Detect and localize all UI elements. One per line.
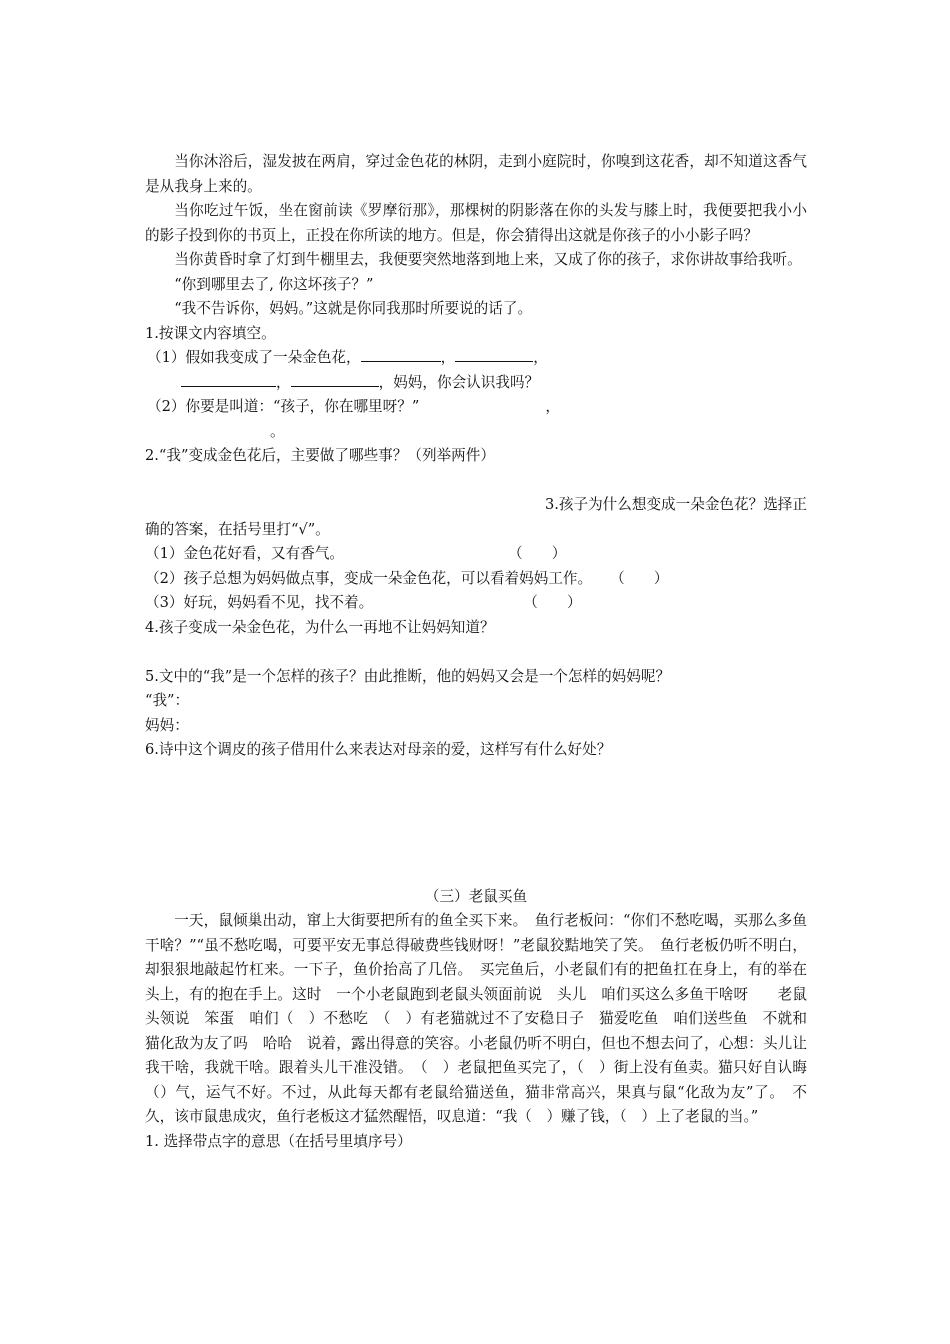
option-3-paren[interactable]: （ ） (523, 594, 582, 611)
question-5-me: “我”： (145, 692, 190, 709)
question-1-1-comma-1: ， (440, 349, 456, 366)
question-1-1-prefix: （1）假如我变成了一朵金色花， (147, 349, 361, 366)
question-3-option-2 (145, 567, 807, 592)
question-1-2-text: （2）你要是叫道：“孩子，你在哪里呀？” (147, 398, 420, 415)
question-3-option-1 (145, 542, 807, 567)
question-1-2-period: 。 (270, 422, 285, 440)
question-1-1-comma-3: ， (276, 373, 291, 391)
question-3-option-3 (145, 591, 807, 616)
question-1-1 (145, 346, 807, 371)
question-6: 6.诗中这个调皮的孩子借用什么来表达对母亲的爱，这样写有什么好处？ (145, 741, 612, 758)
question-5: 5.文中的“我”是一个怎样的孩子？由此推断，他的妈妈又会是一个怎样的妈妈呢？ (145, 667, 671, 685)
answer-space-4[interactable] (145, 640, 807, 665)
question-1-2 (145, 395, 807, 420)
option-2-text: （2）孩子总想为妈妈做点事，变成一朵金色花，可以看着妈妈工作。 (145, 569, 593, 587)
option-3-text: （3）好玩，妈妈看不见，找不着。 (145, 594, 374, 611)
document-page (145, 150, 807, 1154)
answer-space-2[interactable] (145, 469, 807, 494)
section-3-body: 一天，鼠倾巢出动，窜上大街要把所有的鱼全买下来。 鱼行老板问：“你们不愁吃喝，买那么多鱼干啥？”“虽不愁吃喝，可要平安无事总得破费些钱财呀！”老鼠狡黠地笑了笑。 鱼行老板仍听不明白，却狠狠地敲起竹杠来。一下子，鱼价抬高了几倍。 买完鱼后，小老鼠们有的把鱼扛在身上，有的举在头上，有的抱在手上。这时 一个小老鼠跑到老鼠头领面前说 头儿 咱们买这么多鱼干啥呀 老鼠头领说 笨蛋 咱们（ ）不愁吃 （ ）有老猫就过不了安稳日子 猫爱吃鱼 咱们送些鱼 不就和猫化敌为友了吗 哈哈 说着，露出得意的笑容。小老鼠仍听不明白，但也不想去问了，心想：头儿让我干啥，我就干啥。跟着头儿干准没错。 （ ）老鼠把鱼买完了，（ ）街上没有鱼卖。猫只好自认晦（）气，运气不好。不过，从此每天都有老鼠给猫送鱼，猫非常高兴，果真与鼠“化敌为友”了。 不久，该市鼠患成灾，鱼行老板这才猛然醒悟，叹息道：“我（ ）赚了钱，（ ）上了老鼠的当。” (145, 912, 807, 1125)
answer-blank-3[interactable] (181, 372, 276, 387)
answer-space-6[interactable] (145, 763, 807, 885)
question-3-line-1: 3.孩子为什么想变成一朵金色花？选择正 (544, 496, 807, 513)
passage-paragraph-4: “你到哪里去了, 你这坏孩子？” (174, 275, 374, 293)
passage-paragraph-3: 当你黄昏时拿了灯到牛棚里去，我便要突然地落到地上来，又成了你的孩子，求你讲故事给我听。 (174, 251, 802, 268)
question-4: 4.孩子变成一朵金色花，为什么一再地不让妈妈知道？ (145, 618, 495, 636)
question-2: 2.“我”变成金色花后，主要做了哪些事？（列举两件） (145, 447, 495, 464)
question-1-1-line-2 (145, 371, 807, 396)
question-1-title: 1.按课文内容填空。 (145, 324, 276, 342)
passage-paragraph-2: 当你吃过午饭，坐在窗前读《罗摩衍那》，那棵树的阴影落在你的头发与膝上时，我便要把我小小的影子投到你的书页上，正投在你所读的地方。但是，你会猜得出这就是你孩子的小小影子吗？ (145, 202, 807, 244)
question-1-2-end-line (145, 420, 807, 445)
answer-blank-2[interactable] (455, 347, 533, 362)
option-2-paren[interactable]: （ ） (610, 569, 669, 587)
section-3-question-1: 1. 选择带点字的意思（在括号里填序号） (145, 1132, 412, 1150)
option-1-paren[interactable]: （ ） (508, 545, 567, 562)
passage-paragraph-1: 当你沐浴后，湿发披在两肩，穿过金色花的林阴，走到小庭院时，你嗅到这花香，却不知道这香气是从我身上来的。 (145, 153, 807, 195)
question-1-2-comma: ， (545, 398, 560, 415)
passage-paragraph-5: “我不告诉你，妈妈。”这就是你同我那时所要说的话了。 (174, 300, 533, 317)
question-1-1-suffix: ，妈妈，你会认识我吗？ (378, 373, 540, 391)
question-3-line-2: 确的答案，在括号里打“√”。 (145, 520, 330, 538)
section-3-title: （三）老鼠买鱼 (424, 887, 528, 905)
question-5-mom: 妈妈： (145, 716, 189, 734)
option-1-text: （1）金色花好看，又有香气。 (145, 545, 345, 562)
question-1-1-comma-2: ， (533, 349, 548, 366)
answer-blank-4[interactable] (291, 372, 379, 387)
answer-blank-1[interactable] (361, 347, 441, 362)
